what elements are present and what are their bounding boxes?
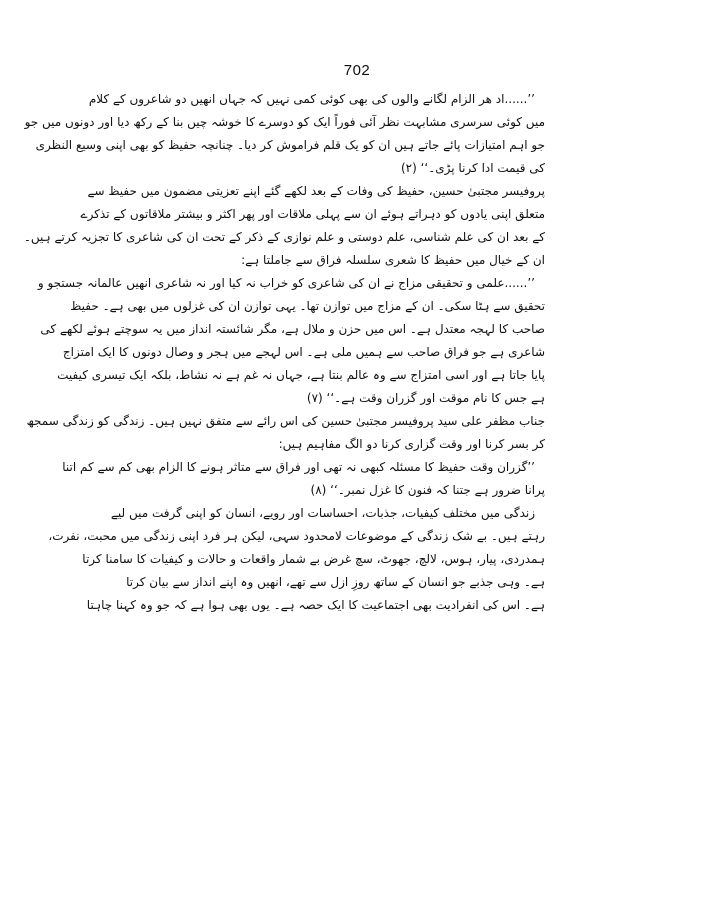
text-line: پایا جاتا ہے اور اسی امتزاج سے وہ عالم بنتا ہے، جہاں نہ غم ہے نہ نشاط، بلکہ ایک تیسری کیفیت [57, 368, 545, 382]
text-line: میں کوئی سرسری مشابہت نظر آئی فوراً ایک کو دوسرے کا خوشہ چیں بنا کے رکھ دیا اور دونوں میں جو [24, 115, 545, 129]
text-line: زندگی میں مختلف کیفیات، جذبات، احساسات اور رویے، انسان کو اپنی گرفت میں لیے [110, 506, 535, 520]
body-text [23, 88, 545, 617]
text-line: ہے۔ وہی جذبے جو انسان کے ساتھ روزِ ازل سے تھے، انھیں وہ اپنے انداز سے بیان کرتا [126, 575, 545, 589]
text-line: کر بسر کرنا اور وقت گزاری کرنا دو الگ مفاہیم ہیں: [278, 437, 545, 451]
text-line: کی قیمت ادا کرنا پڑی۔‘‘ (۲) [400, 161, 545, 175]
text-line: ’’گزران وقت حفیظ کا مسئلہ کبھی نہ تھی اور فراق سے متاثر ہونے کا الزام بھی کم سے کم اتنا [62, 460, 535, 474]
text-line: صاحب کا لہجہ معتدل ہے۔ اس میں حزن و ملال ہے، مگر شائستہ انداز میں یہ سوچتے ہوئے لکھے کی [40, 322, 545, 336]
text-line: ان کے خیال میں حفیظ کا شعری سلسلہ فراق سے جاملتا ہے: [241, 253, 545, 267]
text-line: متعلق اپنی یادوں کو دہراتے ہوئے ان سے پہلی ملاقات اور پھر اکثر و بیشتر ملاقاتوں کے تذکرے [80, 207, 545, 221]
text-line: شاعری ہے جو فراق صاحب سے ہمیں ملی ہے۔ اس لہجے میں ہجر و وصال دونوں کا ایک امتزاج [62, 345, 545, 359]
text-line: رہتے ہیں۔ بے شک زندگی کے موضوعات لامحدود سہی، لیکن ہر فرد اپنی زندگی میں محبت، نفرت، [48, 529, 545, 543]
text-line: ’’......علمی و تحقیقی مزاج نے ان کی شاعری کو خراب نہ کیا اور نہ شاعری انھیں عالمانہ جستجو و [37, 276, 535, 290]
text-line: تحقیق سے ہٹا سکی۔ ان کے مزاج میں توازن تھا۔ یہی توازن ان کی غزلوں میں بھی ہے۔ حفیظ [70, 299, 545, 313]
page-number: 702 [343, 62, 371, 79]
text-line: جناب مظفر علی سید پروفیسر مجتبیٰ حسین کی اس رائے سے متفق نہیں ہیں۔ زندگی کو زندگی سمجھ [26, 414, 545, 428]
text-line: جو اہم امتیازات پائے جاتے ہیں ان کو یک قلم فراموش کر دیا۔ چنانچہ حفیظ کو بھی اپنی وسیع النظری [35, 138, 545, 152]
text-line: ہے جس کا نام موقت اور گزران وقت ہے۔‘‘ (۷) [306, 391, 545, 405]
text-line: ہے۔ اس کی انفرادیت بھی اجتماعیت کا ایک حصہ ہے۔ یوں بھی ہوا ہے کہ جو وہ کہنا چاہتا [86, 598, 545, 612]
text-line: ’’......اد ھر الزام لگانے والوں کی بھی کوئی کمی نہیں کہ جہاں انھیں دو شاعروں کے کلام [88, 92, 535, 106]
text-line: پرانا ضرور ہے جتنا کہ فنون کا غزل نمبر۔‘‘ (۸) [310, 483, 545, 497]
text-line: کے بعد ان کی علم شناسی، علم دوستی و علم نوازی کے ذکر کے تحت ان کی شاعری کا تجزیہ کرتے ہیں۔ [23, 230, 545, 244]
text-line: پروفیسر مجتبیٰ حسین، حفیظ کی وفات کے بعد لکھے گئے اپنے تعزیتی مضمون میں حفیظ سے [87, 184, 545, 198]
text-line: ہمدردی، پیار، ہوس، لالچ، جھوٹ، سچ غرض بے شمار واقعات و حالات و کیفیات کا سامنا کرتا [82, 552, 545, 566]
